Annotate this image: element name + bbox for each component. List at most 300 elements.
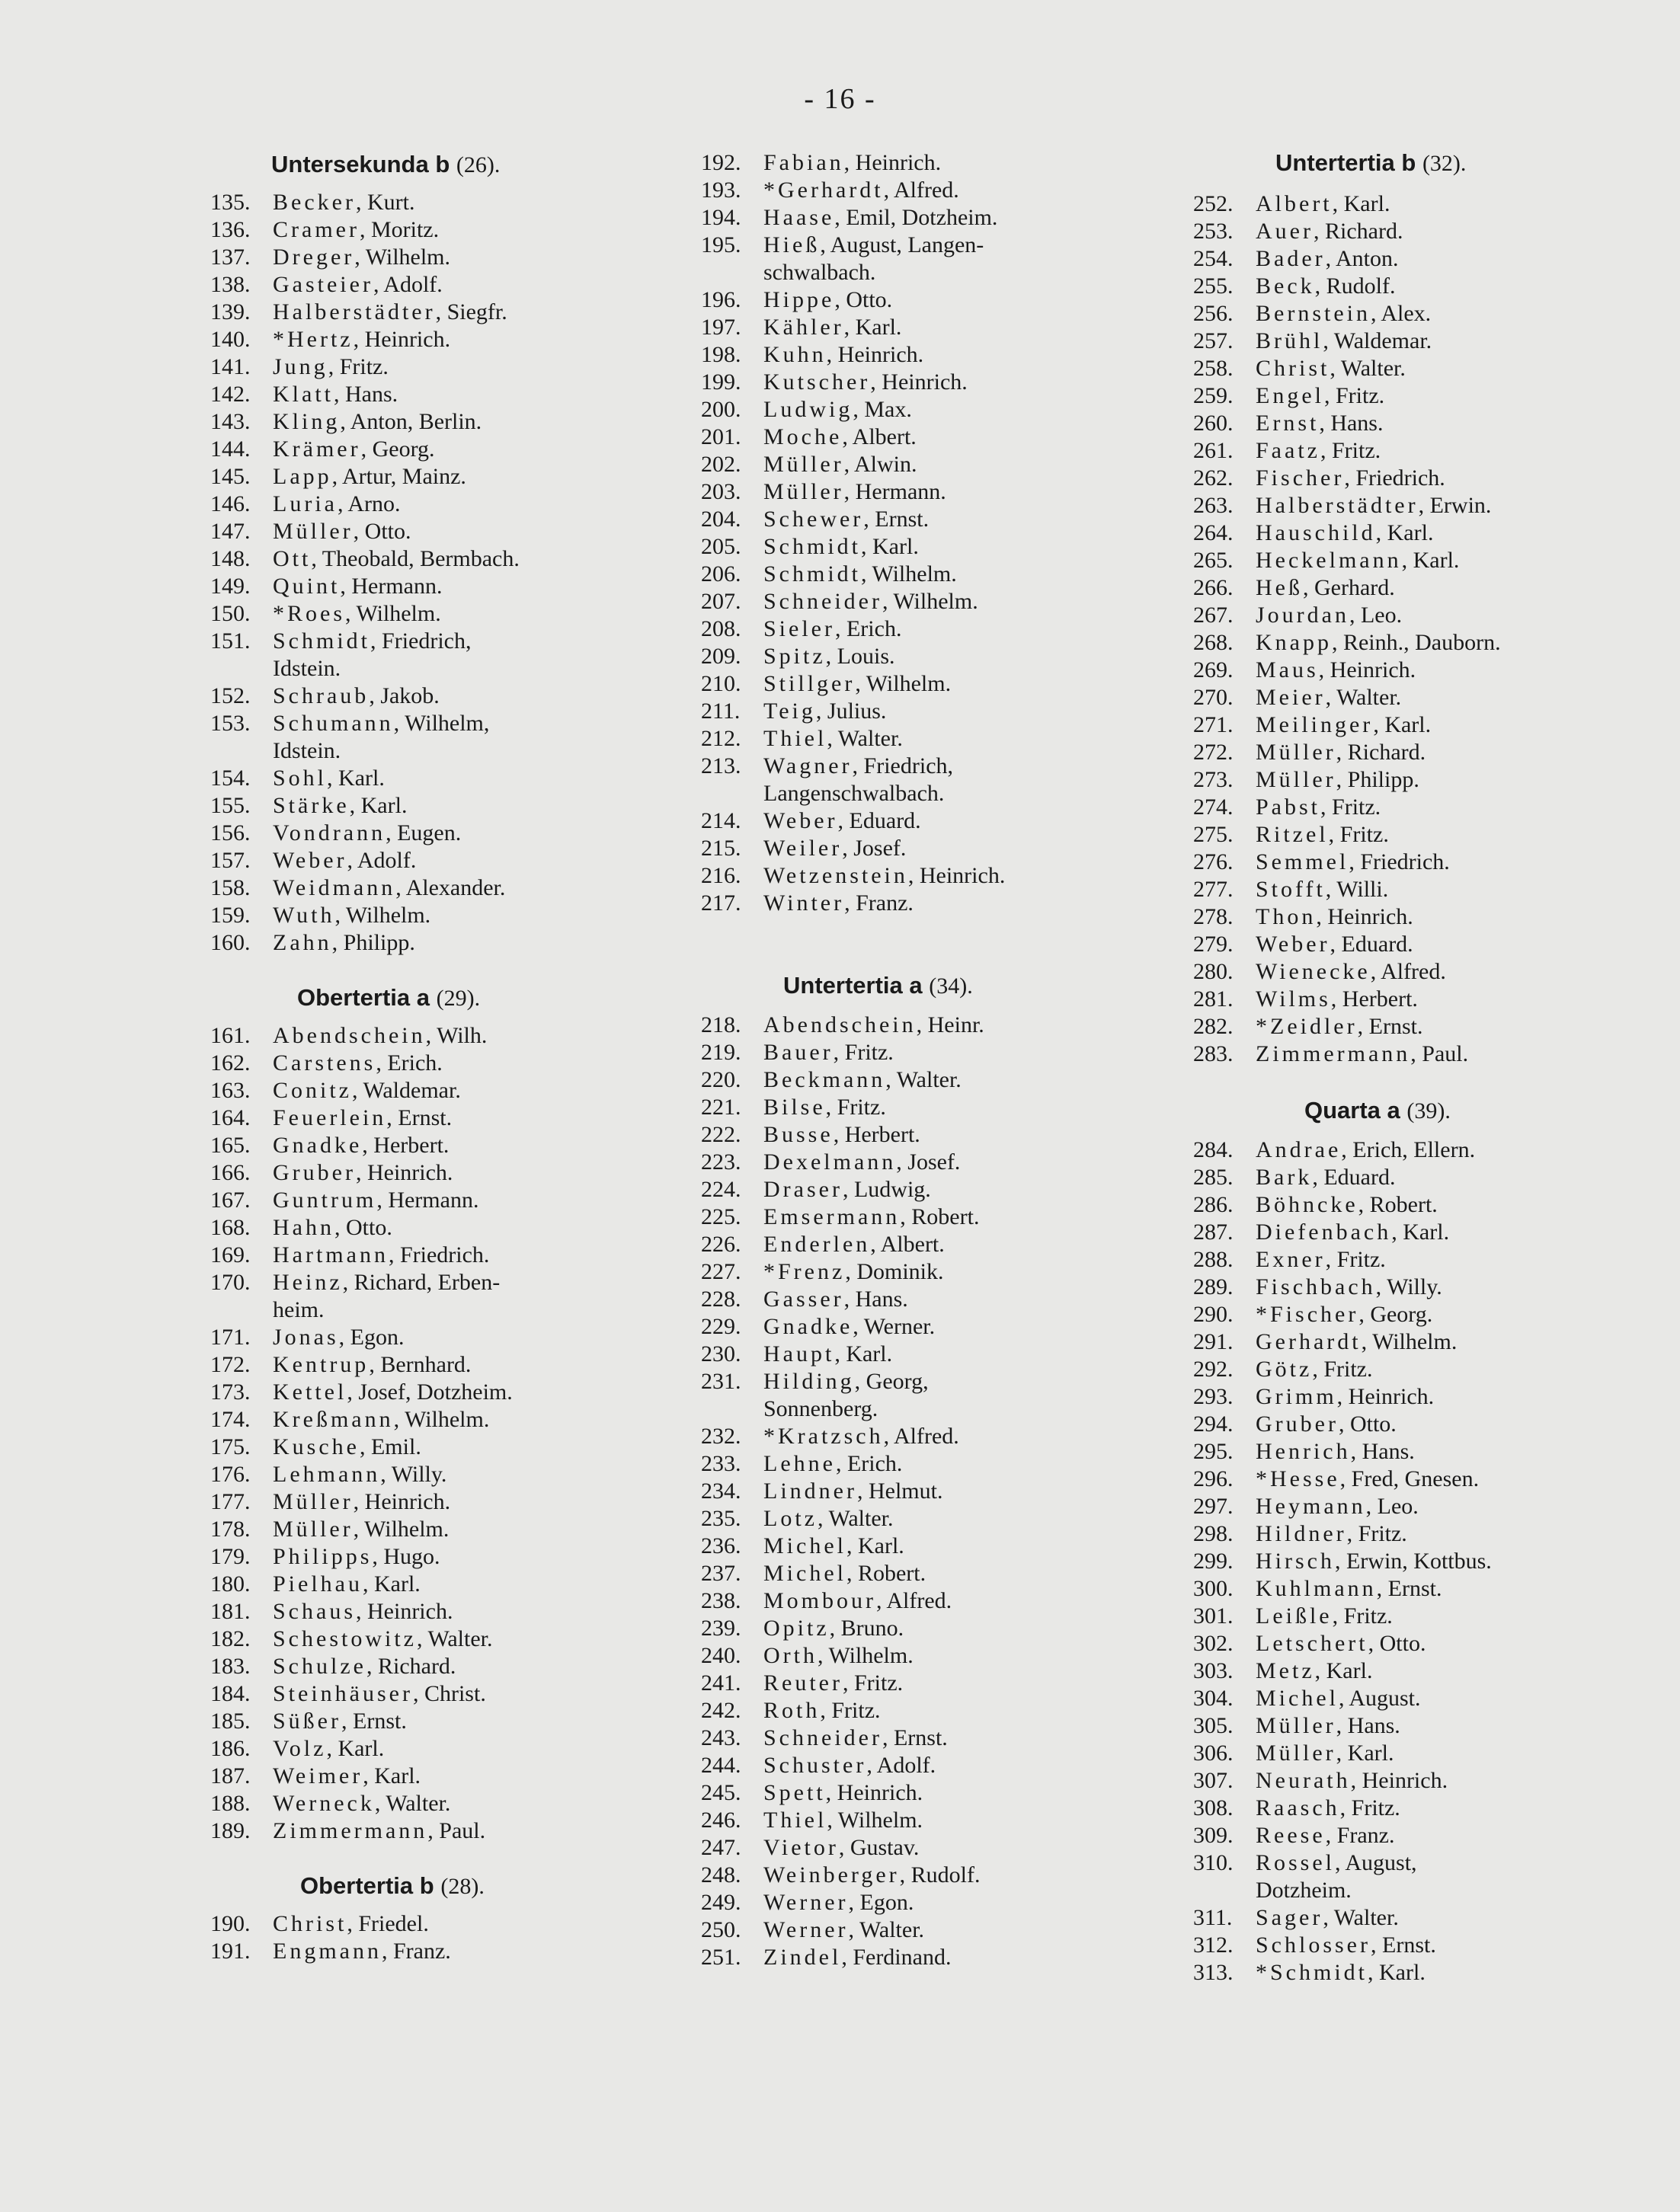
entry-number: 160. [210, 930, 251, 955]
student-details: , Ernst. [1371, 1932, 1436, 1958]
entry-number: 291. [1193, 1329, 1234, 1354]
list-item [701, 506, 1150, 533]
student-details: , Erich. [376, 1050, 443, 1076]
list-item [1193, 465, 1650, 492]
entry-text [273, 381, 645, 408]
student-details: , Walter. [416, 1626, 493, 1651]
student-surname: Zimmermann [273, 1818, 428, 1843]
entry-number: 297. [1193, 1494, 1234, 1519]
entry-text [273, 1434, 645, 1461]
entry-text [273, 628, 645, 682]
entry-number: 218. [701, 1012, 741, 1037]
student-surname: Exner [1256, 1247, 1326, 1272]
entry-text [1256, 1548, 1650, 1575]
entry-text [1256, 903, 1650, 931]
entry-text [1256, 1712, 1650, 1740]
list-item [701, 1752, 1150, 1779]
entry-text [1256, 1520, 1650, 1548]
student-surname: Luria [273, 491, 338, 516]
student-surname: Heß [1256, 575, 1303, 600]
student-surname: Wilms [1256, 986, 1331, 1012]
entry-text [273, 491, 645, 518]
student-surname: Schneider [763, 589, 882, 614]
student-surname: Metz [1256, 1658, 1315, 1683]
entry-text [763, 1505, 1150, 1533]
section-count: (28). [440, 1874, 485, 1899]
list-item [210, 189, 645, 216]
student-details: , Wilhelm. [818, 1643, 914, 1668]
student-surname: Schmidt [273, 628, 371, 654]
student-surname: Bauer [763, 1040, 834, 1065]
entry-number: 276. [1193, 849, 1234, 874]
student-surname: Schlosser [1256, 1932, 1371, 1958]
entry-number: 193. [701, 177, 741, 203]
entry-number: 148. [210, 546, 251, 571]
student-surname: Abendschein [763, 1012, 917, 1037]
list-item [210, 847, 645, 874]
entry-text [763, 1478, 1150, 1505]
entry-number: 213. [701, 753, 741, 778]
list-item [210, 573, 645, 600]
student-details: , Friedrich, [370, 628, 472, 654]
entry-text [763, 1560, 1150, 1587]
student-surname: Schumann [273, 711, 394, 736]
entry-text [273, 189, 645, 216]
student-details: , Paul. [1410, 1041, 1469, 1066]
student-details: , Hans. [1336, 1713, 1400, 1738]
list-item [210, 1735, 645, 1763]
entry-text [763, 1231, 1150, 1258]
student-details: , Fritz. [1332, 1603, 1393, 1629]
entry-text [273, 1324, 645, 1351]
student-surname: Gasteier [273, 272, 373, 297]
entry-text [763, 615, 1150, 643]
student-details: , Karl. [1314, 1658, 1373, 1683]
entry-number: 163. [210, 1078, 251, 1103]
student-list [210, 189, 645, 957]
section-title: Untertertia a [783, 972, 923, 999]
entry-text [273, 847, 645, 874]
student-details: , Heinrich. [356, 1599, 453, 1624]
student-details: , Otto. [834, 287, 893, 312]
student-surname: Rossel [1256, 1850, 1336, 1875]
student-surname: Engmann [273, 1939, 382, 1964]
entry-number: 268. [1193, 630, 1234, 655]
list-item [210, 1351, 645, 1379]
entry-text [1256, 547, 1650, 574]
entry-text [1256, 1466, 1650, 1493]
entry-number: 231. [701, 1369, 741, 1394]
student-surname: Schmidt [763, 534, 862, 559]
list-item [210, 1406, 645, 1434]
entry-text [763, 1121, 1150, 1149]
list-item [1193, 602, 1650, 629]
student-surname: Hildner [1256, 1521, 1347, 1546]
list-item [210, 1269, 645, 1324]
student-surname: Werner [763, 1917, 849, 1942]
entry-number: 283. [1193, 1041, 1234, 1066]
student-details: , Karl. [846, 1533, 904, 1558]
entry-number: 257. [1193, 328, 1234, 353]
entry-text [1256, 245, 1650, 273]
student-surname: Heinz [273, 1270, 343, 1295]
entry-number: 259. [1193, 383, 1234, 408]
entry-number: 178. [210, 1517, 251, 1542]
student-details: , Walter. [1330, 356, 1406, 381]
student-details: , Ernst. [341, 1709, 407, 1734]
entry-number: 200. [701, 397, 741, 422]
student-details: , Theobald, Bermbach. [311, 546, 520, 571]
student-surname: Müller [1256, 1741, 1336, 1766]
student-surname: Vondrann [273, 820, 386, 845]
entry-text [1256, 821, 1650, 849]
entry-text [273, 573, 645, 600]
entry-number: 174. [210, 1407, 251, 1432]
entry-text [273, 1488, 645, 1516]
student-surname: Zindel [763, 1945, 842, 1970]
list-item [210, 353, 645, 381]
student-surname: Haase [763, 205, 835, 230]
entry-number: 254. [1193, 246, 1234, 271]
entry-text [763, 1916, 1150, 1944]
list-item [1193, 437, 1650, 465]
entry-text [763, 862, 1150, 890]
student-surname: Werneck [273, 1791, 375, 1816]
student-details-continued: heim. [273, 1297, 325, 1322]
list-item [1193, 245, 1650, 273]
entry-number: 228. [701, 1287, 741, 1312]
entry-text [763, 424, 1150, 451]
student-details: , Wilhelm. [1361, 1329, 1458, 1354]
student-surname: Quint [273, 574, 341, 599]
student-details: , Artur, Mainz. [331, 464, 466, 489]
student-details: , Alfred. [876, 1588, 952, 1613]
entry-number: 217. [701, 890, 741, 916]
list-item [1193, 382, 1650, 410]
student-list [701, 1012, 1150, 1971]
student-surname: Michel [763, 1561, 846, 1586]
entry-text [1256, 849, 1650, 876]
entry-text [763, 341, 1150, 369]
entry-text [273, 244, 645, 271]
student-surname: Knapp [1256, 630, 1332, 655]
student-details: , Wilhelm. [855, 671, 952, 696]
list-item [701, 204, 1150, 232]
list-item [210, 1434, 645, 1461]
student-surname: Hahn [273, 1215, 334, 1240]
entry-number: 204. [701, 507, 741, 532]
student-details: , Karl. [1368, 1960, 1426, 1985]
student-surname: Carstens [273, 1050, 376, 1076]
student-details: , Karl. [327, 766, 385, 791]
student-details: , Adolf. [347, 848, 417, 873]
list-item [210, 1763, 645, 1790]
entry-text [763, 1176, 1150, 1203]
list-item [1193, 574, 1650, 602]
list-item [701, 1149, 1150, 1176]
student-details: , Eduard. [1312, 1165, 1396, 1190]
student-details: , Bruno. [829, 1616, 904, 1641]
entry-number: 249. [701, 1890, 741, 1915]
list-item [701, 1012, 1150, 1039]
entry-text [763, 1725, 1150, 1752]
entry-text [273, 408, 645, 436]
entry-text [273, 902, 645, 929]
student-surname: Maus [1256, 657, 1319, 682]
student-surname: Abendschein [273, 1023, 426, 1048]
entry-number: 294. [1193, 1411, 1234, 1437]
entry-text [273, 1763, 645, 1790]
list-item [701, 1121, 1150, 1149]
list-item [701, 478, 1150, 506]
student-details: , Fritz. [833, 1040, 894, 1065]
entry-text [763, 478, 1150, 506]
student-surname: Kreßmann [273, 1407, 394, 1432]
entry-text [763, 232, 1150, 286]
entry-text [1256, 1767, 1650, 1795]
entry-text [1256, 1328, 1650, 1356]
entry-text [763, 1752, 1150, 1779]
list-item [701, 643, 1150, 670]
student-details: , Rudolf. [1314, 273, 1396, 299]
student-surname: Werner [763, 1890, 849, 1915]
student-surname: Ludwig [763, 397, 853, 422]
entry-number: 280. [1193, 959, 1234, 984]
list-item [210, 326, 645, 353]
entry-number: 190. [210, 1911, 251, 1936]
student-details: , Fritz. [825, 1095, 886, 1120]
student-surname: Beckmann [763, 1067, 886, 1092]
student-surname: Engel [1256, 383, 1324, 408]
entry-text [1256, 382, 1650, 410]
entry-number: 277. [1193, 877, 1234, 902]
entry-number: 212. [701, 726, 741, 751]
section-count: (32). [1422, 151, 1467, 176]
student-surname: Bader [1256, 246, 1326, 271]
entry-text [1256, 657, 1650, 684]
list-item [210, 381, 645, 408]
list-item [1193, 492, 1650, 519]
student-surname: Klatt [273, 382, 334, 407]
student-details: , Philipp. [1336, 767, 1419, 792]
student-surname: Moche [763, 424, 843, 449]
section-count: (34). [929, 973, 973, 999]
entry-number: 251. [701, 1945, 741, 1970]
entry-text [273, 1159, 645, 1187]
entry-text [273, 1708, 645, 1735]
entry-text [1256, 410, 1650, 437]
entry-text [1256, 300, 1650, 328]
student-surname: Müller [763, 479, 844, 504]
student-details: , Herbert. [362, 1133, 450, 1158]
student-details: , Richard. [366, 1654, 456, 1679]
student-details: , Heinrich. [1336, 1384, 1435, 1409]
entry-number: 177. [210, 1489, 251, 1514]
entry-number: 150. [210, 601, 251, 626]
student-surname: Lehmann [273, 1462, 381, 1487]
list-item [1193, 1301, 1650, 1328]
student-details: , Karl. [1336, 1741, 1394, 1766]
entry-number: 196. [701, 287, 741, 312]
entry-text [1256, 931, 1650, 958]
entry-text [763, 1944, 1150, 1971]
student-surname: Schaus [273, 1599, 356, 1624]
list-item [1193, 1040, 1650, 1068]
student-details: , Friedrich. [1349, 849, 1450, 874]
student-details: , Richard. [1336, 740, 1426, 765]
entry-number: 306. [1193, 1741, 1234, 1766]
student-details: , Karl. [363, 1571, 421, 1597]
section-count: (29). [436, 986, 481, 1011]
student-surname: Süßer [273, 1709, 341, 1734]
student-surname: Gerhardt [1256, 1329, 1362, 1354]
student-details: , Siegfr. [435, 299, 507, 324]
list-item [701, 1560, 1150, 1587]
student-details: , Karl. [349, 793, 408, 818]
student-surname: Thiel [763, 726, 827, 751]
student-details: , Emil. [359, 1434, 421, 1459]
list-item [1193, 1136, 1650, 1164]
student-details: , Gerhard. [1302, 575, 1395, 600]
student-details: , Heinrich. [1350, 1768, 1448, 1793]
student-details: , Bernhard. [369, 1352, 472, 1377]
student-surname: Krämer [273, 436, 361, 462]
student-surname: Opitz [763, 1616, 830, 1641]
student-surname: Stärke [273, 793, 350, 818]
list-item [701, 533, 1150, 561]
student-details: , Heinrich. [353, 327, 451, 352]
student-details: , Friedrich, [852, 753, 954, 778]
student-details: , Wilhelm. [393, 1407, 490, 1432]
entry-number: 194. [701, 205, 741, 230]
student-details: , Louis. [825, 644, 895, 669]
student-surname: Weber [273, 848, 347, 873]
student-details: , Walter. [885, 1067, 962, 1092]
list-item [210, 1910, 645, 1938]
student-surname: Weiler [763, 836, 843, 861]
student-details: , Heinr. [916, 1012, 984, 1037]
student-details: , Karl. [843, 315, 902, 340]
student-surname: Conitz [273, 1078, 352, 1103]
list-item [210, 1077, 645, 1104]
entry-text [1256, 1411, 1650, 1438]
student-surname: Kentrup [273, 1352, 370, 1377]
list-item [1193, 1959, 1650, 1987]
list-item [210, 1543, 645, 1571]
student-surname: Kutscher [763, 369, 871, 395]
student-surname: *Schmidt [1256, 1960, 1368, 1985]
list-item [210, 710, 645, 765]
list-item [701, 424, 1150, 451]
student-surname: Christ [1256, 356, 1330, 381]
entry-number: 214. [701, 808, 741, 833]
entry-text [1256, 958, 1650, 986]
list-item [1193, 1712, 1650, 1740]
entry-number: 172. [210, 1352, 251, 1377]
student-details-continued: schwalbach. [763, 260, 876, 285]
entry-number: 224. [701, 1177, 741, 1202]
student-list [1193, 1136, 1650, 1987]
entry-number: 205. [701, 534, 741, 559]
entry-text [273, 820, 645, 847]
student-details: , Willi. [1325, 877, 1389, 902]
entry-number: 311. [1193, 1905, 1233, 1930]
student-surname: Schmidt [763, 561, 862, 587]
list-item [701, 698, 1150, 725]
list-item [210, 436, 645, 463]
entry-number: 202. [701, 452, 741, 477]
student-surname: Bilse [763, 1095, 826, 1120]
entry-number: 152. [210, 683, 251, 708]
student-surname: Winter [763, 890, 845, 916]
student-surname: Kuhn [763, 342, 827, 367]
student-details: , Friedel. [347, 1911, 429, 1936]
entry-text [763, 396, 1150, 424]
entry-number: 290. [1193, 1302, 1234, 1327]
entry-text [763, 451, 1150, 478]
student-details: , Ludwig. [842, 1177, 931, 1202]
list-item [1193, 1274, 1650, 1301]
list-item [210, 600, 645, 628]
student-surname: Jung [273, 354, 328, 379]
entry-number: 281. [1193, 986, 1234, 1012]
entry-text [763, 286, 1150, 314]
student-surname: Michel [1256, 1686, 1339, 1711]
list-item [210, 518, 645, 545]
list-item [1193, 1575, 1650, 1603]
student-surname: Hieß [763, 232, 821, 257]
student-details: , Dominik. [845, 1259, 944, 1284]
student-surname: Neurath [1256, 1768, 1351, 1793]
list-item [210, 216, 645, 244]
student-surname: Volz [273, 1736, 327, 1761]
student-details: , August. [1338, 1686, 1421, 1711]
entry-number: 237. [701, 1561, 741, 1586]
list-item [1193, 328, 1650, 355]
student-details: , Wilhelm. [882, 589, 978, 614]
student-details: , Eduard. [837, 808, 921, 833]
entry-number: 207. [701, 589, 741, 614]
student-details: , Leo. [1365, 1494, 1419, 1519]
list-item [210, 299, 645, 326]
entry-text [1256, 1849, 1650, 1904]
student-details: , Ernst. [1376, 1576, 1442, 1601]
student-surname: Weimer [273, 1763, 363, 1788]
student-surname: Müller [1256, 740, 1336, 765]
entry-text [1256, 1685, 1650, 1712]
entry-number: 145. [210, 464, 251, 489]
student-details: , Albert. [842, 424, 917, 449]
entry-text [1256, 629, 1650, 657]
entry-text [1256, 437, 1650, 465]
student-surname: Letschert [1256, 1631, 1368, 1656]
student-details: , Karl. [1391, 1219, 1450, 1245]
entry-number: 274. [1193, 794, 1234, 820]
entry-text [1256, 1493, 1650, 1520]
student-details: , Willy. [380, 1462, 447, 1487]
entry-text [763, 1423, 1150, 1450]
list-item [210, 1571, 645, 1598]
entry-text [1256, 1959, 1650, 1987]
entry-text [763, 725, 1150, 753]
entry-number: 153. [210, 711, 251, 736]
list-item [701, 1203, 1150, 1231]
entry-number: 240. [701, 1643, 741, 1668]
entry-number: 312. [1193, 1932, 1234, 1958]
entry-text [763, 1834, 1150, 1862]
student-surname: Halberstädter [1256, 493, 1419, 518]
list-item [210, 1653, 645, 1680]
